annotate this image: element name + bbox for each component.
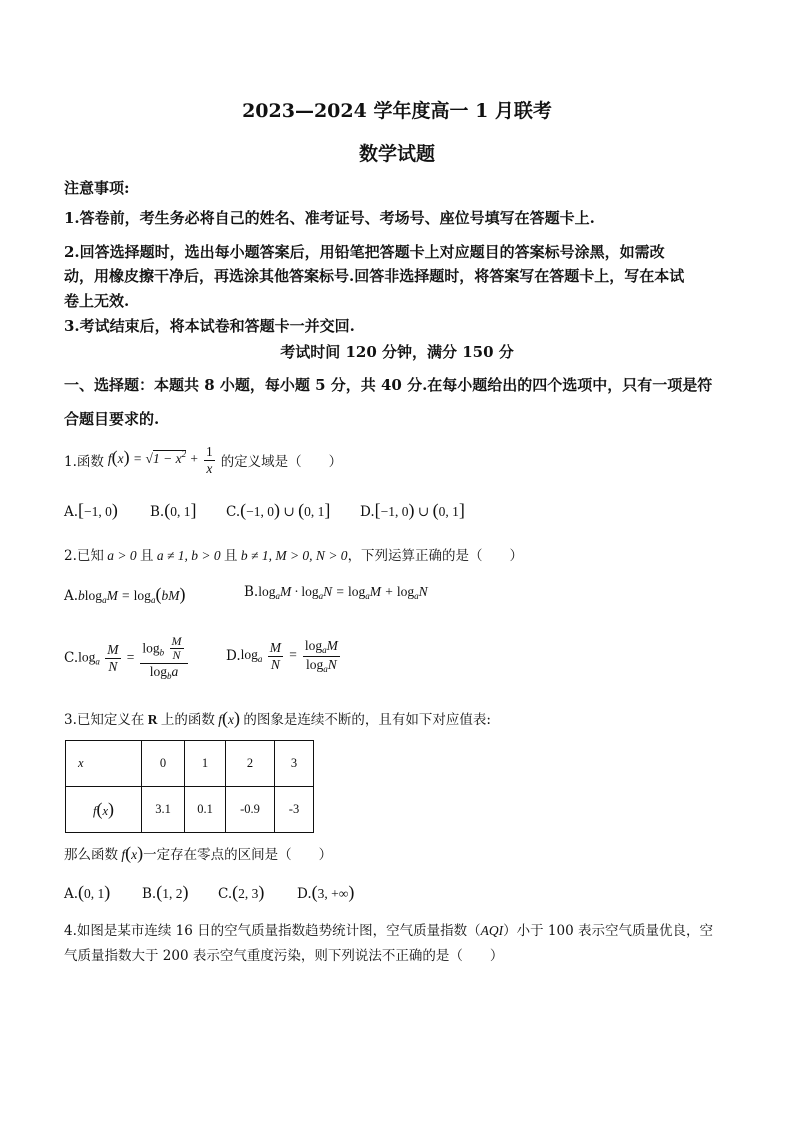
question-3-option-d[interactable]: D.(3, +∞) (297, 882, 355, 902)
question-1-option-a[interactable]: A.[−1, 0) (64, 500, 118, 520)
notice-item-3: 3.考试结束后，将本试卷和答题卡一并交回. (64, 317, 355, 335)
exam-time: 考试时间 120 分钟，满分 150 分 (280, 343, 514, 361)
exam-title: 2023—2024 学年度高一 1 月联考 (242, 100, 552, 122)
question-4-line-1: 4.如图是某市连续 16 日的空气质量指数趋势统计图，空气质量指数（AQI）小于 100 表示空气质量优良，空 (64, 923, 713, 939)
section-1-instructions-line-1: 一、选择题：本题共 8 小题，每小题 5 分，共 40 分.在每小题给出的四个选项中，只有一项是符 (64, 376, 713, 394)
table-cell-fx: f(x) (66, 787, 142, 833)
table-row (66, 741, 314, 787)
notice-heading: 注意事项: (64, 179, 130, 197)
question-1-prefix: 1.函数 (64, 454, 104, 470)
question-1-option-c[interactable]: C.(−1, 0) ∪ (0, 1] (226, 500, 331, 520)
question-2-option-b[interactable]: $B.\log_aM \cdot \log_aN = \log_aM + \log_aN$ (244, 584, 428, 601)
notice-item-2-line-1: 2.回答选择题时，选出每小题答案后，用铅笔把答题卡上对应题目的答案标号涂黑，如需改 (64, 243, 665, 261)
question-1-suffix: 的定义域是（ ） (220, 454, 343, 470)
question-3-option-c[interactable]: C.(2, 3) (218, 882, 265, 902)
question-1-formula: $f(x) = √1 - x^2$ + $\frac{1}{x}$ (107, 443, 213, 476)
table-cell: 2 (226, 741, 275, 787)
question-3-option-b[interactable]: B.(1, 2) (142, 882, 189, 902)
table-cell: 0 (142, 741, 185, 787)
notice-item-2-line-3: 卷上无效. (64, 292, 130, 310)
table-cell: 3.1 (142, 787, 185, 833)
value-table (65, 740, 314, 833)
table-cell: 3 (275, 741, 314, 787)
table-cell: -3 (275, 787, 314, 833)
question-1 (64, 440, 342, 480)
table-row (66, 787, 314, 833)
table-cell: 1 (185, 741, 226, 787)
table-cell: x (66, 741, 142, 787)
table-cell: -0.9 (226, 787, 275, 833)
exam-subtitle: 数学试题 (358, 143, 435, 165)
question-1-option-d[interactable]: D.[−1, 0) ∪ (0, 1] (360, 500, 465, 520)
question-3-followup: 那么函数 f(x)一定存在零点的区间是（ ） (64, 843, 333, 863)
notice-item-1: 1.答卷前，考生务必将自己的姓名、准考证号、考场号、座位号填写在答题卡上. (64, 209, 595, 227)
question-3-option-a[interactable]: A.(0, 1) (64, 882, 111, 902)
section-1-instructions-line-2: 合题目要求的. (64, 410, 160, 428)
question-2-option-c[interactable]: C. $\log_a$ $\frac{M}{N}$ = $\log_b$ $\frac{M}{N}$ $\log_ba$ (64, 628, 190, 688)
question-2-option-a[interactable]: $A.blog_aM = \log_a(bM)$ (64, 584, 186, 605)
notice-item-2-line-2: 动，用橡皮擦干净后，再选涂其他答案标号.回答非选择题时，将答案写在答题卡上，写在本试 (64, 267, 685, 285)
question-1-option-b[interactable]: B.(0, 1] (150, 500, 197, 520)
question-4-line-2: 气质量指数大于 200 表示空气重度污染，则下列说法不正确的是（ ） (64, 948, 504, 964)
question-3: 3.已知定义在 R 上的函数 f(x) 的图象是连续不断的，且有如下对应值表: (64, 708, 491, 728)
table-cell: 0.1 (185, 787, 226, 833)
question-2-option-d[interactable]: D. $\log_a$ $\frac{M}{N}$ = $\frac{\log_aM}{\log_aN}$ (226, 638, 338, 674)
question-2: 2.已知 a > 0 且 a ≠ 1, b > 0 且 b ≠ 1, M > 0, N > 0，下列运算正确的是（ ） (64, 548, 524, 564)
